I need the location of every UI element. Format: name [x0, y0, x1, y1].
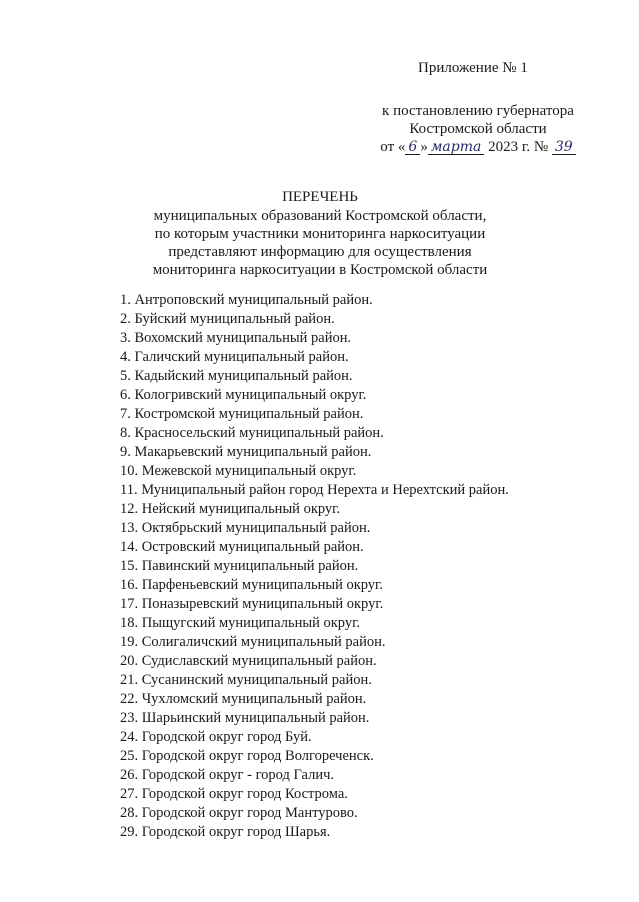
date-prefix: от « [380, 139, 406, 155]
resolution-line-2: Костромской области [409, 121, 547, 137]
title-line-3: представляют информацию для осуществления [168, 244, 472, 260]
handwritten-number: 39 [552, 140, 576, 155]
list-item: 19. Солигаличский муниципальный район. [120, 634, 386, 650]
list-item: 12. Нейский муниципальный округ. [120, 501, 341, 517]
list-item: 10. Межевской муниципальный округ. [120, 463, 357, 479]
title-heading: ПЕРЕЧЕНЬ [282, 189, 358, 205]
handwritten-month: марта [428, 140, 485, 155]
handwritten-day: 6 [405, 140, 420, 155]
list-item: 22. Чухломский муниципальный район. [120, 691, 367, 707]
resolution-date-line [360, 138, 596, 156]
list-item: 27. Городской округ город Кострома. [120, 786, 348, 802]
list-item: 26. Городской округ - город Галич. [120, 767, 334, 783]
resolution-line-1: к постановлению губернатора [382, 103, 574, 119]
list-item: 11. Муниципальный район город Нерехта и Нерехтский район. [120, 482, 509, 498]
list-item: 13. Октябрьский муниципальный район. [120, 520, 371, 536]
title-line-1: муниципальных образований Костромской области, [153, 208, 487, 224]
list-item: 8. Красносельский муниципальный район. [120, 425, 384, 441]
list-item: 4. Галичский муниципальный район. [120, 349, 349, 365]
list-item: 5. Кадыйский муниципальный район. [120, 368, 353, 384]
list-item: 17. Поназыревский муниципальный округ. [120, 596, 384, 612]
year-number-label: 2023 г. № [488, 139, 549, 155]
date-mid: » [420, 139, 428, 155]
title-line-4: мониторинга наркоситуации в Костромской области [152, 262, 488, 278]
title-line-2: по которым участники мониторинга наркоситуации [154, 226, 486, 242]
list-item: 25. Городской округ город Волгореченск. [120, 748, 374, 764]
list-item: 18. Пыщугский муниципальный округ. [120, 615, 361, 631]
list-item: 21. Сусанинский муниципальный район. [120, 672, 372, 688]
municipalities-list [120, 291, 509, 842]
list-item: 23. Шарьинский муниципальный район. [120, 710, 370, 726]
list-item: 16. Парфеньевский муниципальный округ. [120, 577, 383, 593]
list-item: 14. Островский муниципальный район. [120, 539, 364, 555]
list-item: 15. Павинский муниципальный район. [120, 558, 359, 574]
appendix-title: Приложение № 1 [418, 60, 528, 76]
list-item: 3. Вохомский муниципальный район. [120, 330, 352, 346]
list-item: 6. Кологривский муниципальный округ. [120, 387, 367, 403]
list-item: 1. Антроповский муниципальный район. [120, 292, 373, 308]
document-title [110, 188, 530, 279]
list-item: 9. Макарьевский муниципальный район. [120, 444, 372, 460]
resolution-reference [360, 102, 596, 156]
list-item: 28. Городской округ город Мантурово. [120, 805, 358, 821]
list-item: 24. Городской округ город Буй. [120, 729, 312, 745]
list-item: 7. Костромской муниципальный район. [120, 406, 364, 422]
list-item: 20. Судиславский муниципальный район. [120, 653, 377, 669]
list-item: 29. Городской округ город Шарья. [120, 824, 331, 840]
list-item: 2. Буйский муниципальный район. [120, 311, 335, 327]
